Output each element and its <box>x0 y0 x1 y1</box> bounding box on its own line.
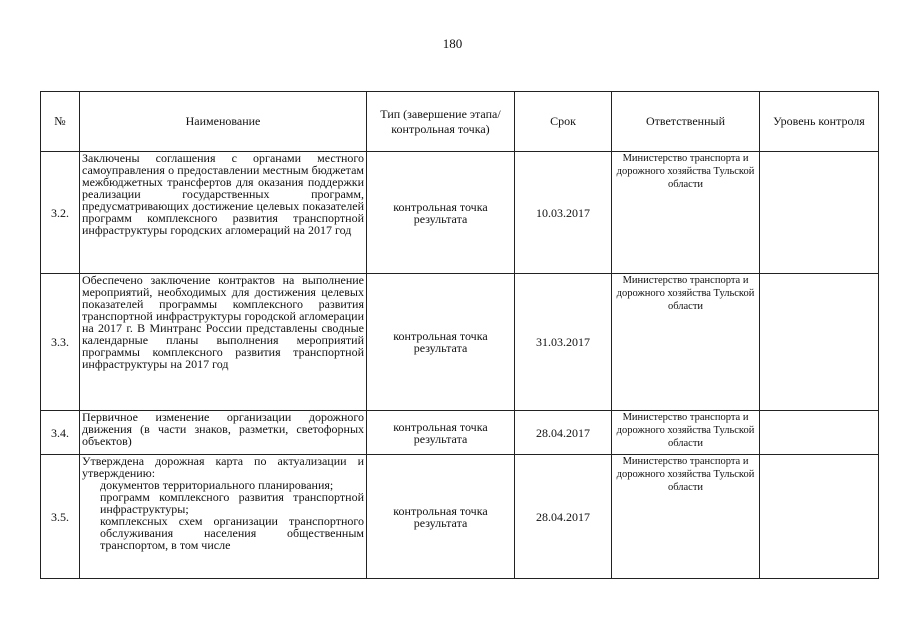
row-number: 3.4. <box>41 411 80 455</box>
row-date: 10.03.2017 <box>515 152 612 274</box>
row-name-intro: Утверждена дорожная карта по актуализации и утверждению: <box>82 454 364 480</box>
row-responsible: Министерство транспорта и дорожного хозяйства Тульской области <box>612 274 760 411</box>
row-name: Заключены соглашения с органами местного самоуправления о предоставлении местным бюджетам межбюджетных трансфертов для оказания поддержки реализации государственных программ, предусматривающих достижение целевых показателей программ комплексного развития транспортной инфраструктуры городских агломераций на 2017 год <box>80 152 367 274</box>
row-responsible: Министерство транспорта и дорожного хозяйства Тульской области <box>612 455 760 579</box>
row-name: Обеспечено заключение контрактов на выполнение мероприятий, необходимых для достижения целевых показателей программы комплексного развития транспортной инфраструктуры городской агломерации на 2017 г. В Минтранс России представлены сводные календарные планы выполнения мероприятий программы комплексного развития транспортной инфраструктуры на 2017 год <box>80 274 367 411</box>
header-date: Срок <box>515 92 612 152</box>
row-name: Первичное изменение организации дорожного движения (в части знаков, разметки, светофорных объектов) <box>80 411 367 455</box>
table-row <box>41 455 879 579</box>
table-header-row <box>41 92 879 152</box>
page-number: 180 <box>442 36 463 51</box>
table-row <box>41 152 879 274</box>
table-row <box>41 274 879 411</box>
header-level: Уровень контроля <box>760 92 879 152</box>
row-date: 28.04.2017 <box>515 411 612 455</box>
row-type: контрольная точка результата <box>367 455 515 579</box>
row-type: контрольная точка результата <box>367 274 515 411</box>
row-name-item: документов территориального планирования; <box>100 478 334 492</box>
table-row <box>41 411 879 455</box>
row-level <box>760 455 879 579</box>
row-name-item: программ комплексного развития транспортной инфраструктуры; <box>100 490 364 516</box>
header-name: Наименование <box>80 92 367 152</box>
row-number: 3.5. <box>41 455 80 579</box>
row-name <box>80 455 367 579</box>
row-name-item: комплексных схем организации транспортного обслуживания населения общественным транспортом, в том числе <box>100 514 364 552</box>
row-number: 3.3. <box>41 274 80 411</box>
header-number: № <box>41 92 80 152</box>
row-type: контрольная точка результата <box>367 411 515 455</box>
row-type: контрольная точка результата <box>367 152 515 274</box>
row-responsible: Министерство транспорта и дорожного хозяйства Тульской области <box>612 411 760 455</box>
row-level <box>760 274 879 411</box>
row-level <box>760 411 879 455</box>
row-date: 28.04.2017 <box>515 455 612 579</box>
control-points-table <box>40 91 879 579</box>
header-responsible: Ответственный <box>612 92 760 152</box>
row-number: 3.2. <box>41 152 80 274</box>
row-date: 31.03.2017 <box>515 274 612 411</box>
header-type: Тип (завершение этапа/контрольная точка) <box>367 92 515 152</box>
row-level <box>760 152 879 274</box>
row-responsible: Министерство транспорта и дорожного хозяйства Тульской области <box>612 152 760 274</box>
